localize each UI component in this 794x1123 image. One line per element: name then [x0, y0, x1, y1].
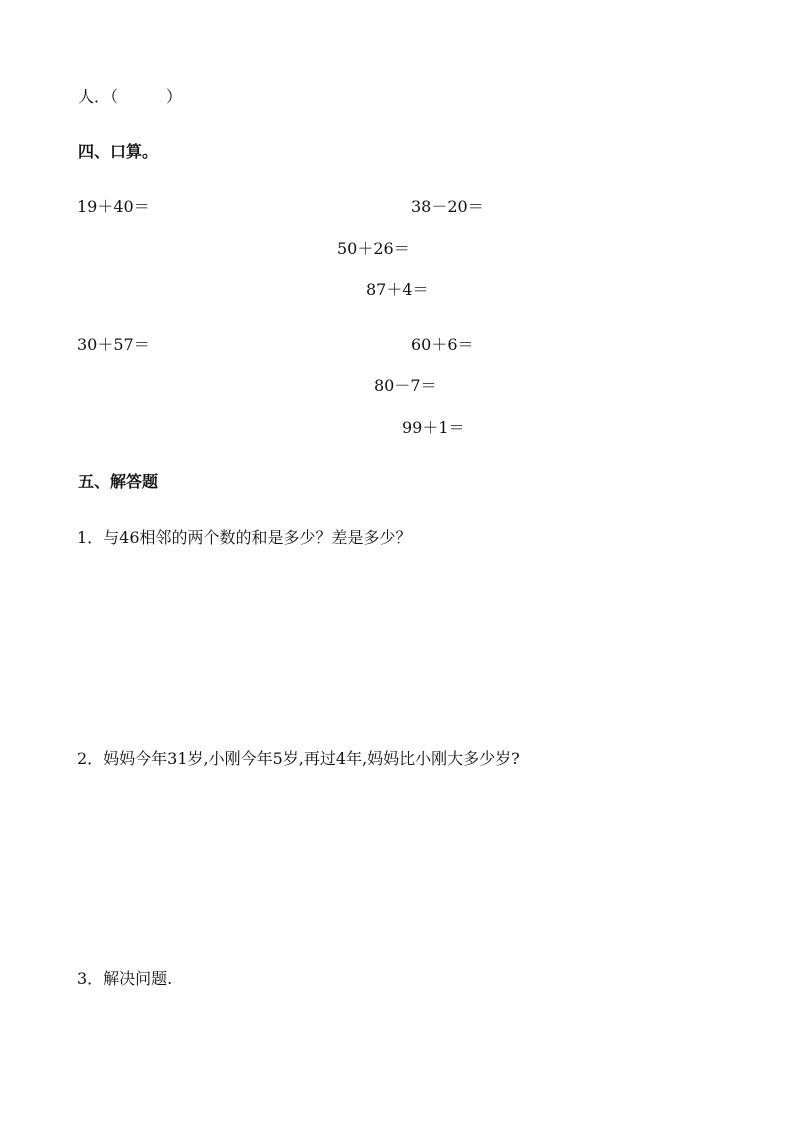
calc-item-4: 87＋4＝: [366, 280, 429, 299]
calc-item-2: 38－20＝: [411, 197, 484, 216]
calc-item-1: 19＋40＝: [77, 197, 150, 216]
section-5-heading: 五、解答题: [78, 472, 159, 491]
calc-item-5: 30＋57＝: [77, 335, 150, 354]
question-3: 3．解决问题.: [77, 969, 173, 988]
section-4-heading: 四、口算。: [78, 142, 159, 161]
calc-item-6: 60＋6＝: [411, 335, 474, 354]
question-2: 2．妈妈今年31岁,小刚今年5岁,再过4年,妈妈比小刚大多少岁?: [77, 749, 520, 768]
question-1: 1．与46相邻的两个数的和是多少？差是多少？: [77, 528, 412, 547]
calc-item-8: 99＋1＝: [402, 418, 465, 437]
calc-item-3: 50＋26＝: [337, 239, 410, 258]
calc-item-7: 80－7＝: [374, 376, 437, 395]
continuation-line: 人．（ ）: [78, 87, 183, 106]
